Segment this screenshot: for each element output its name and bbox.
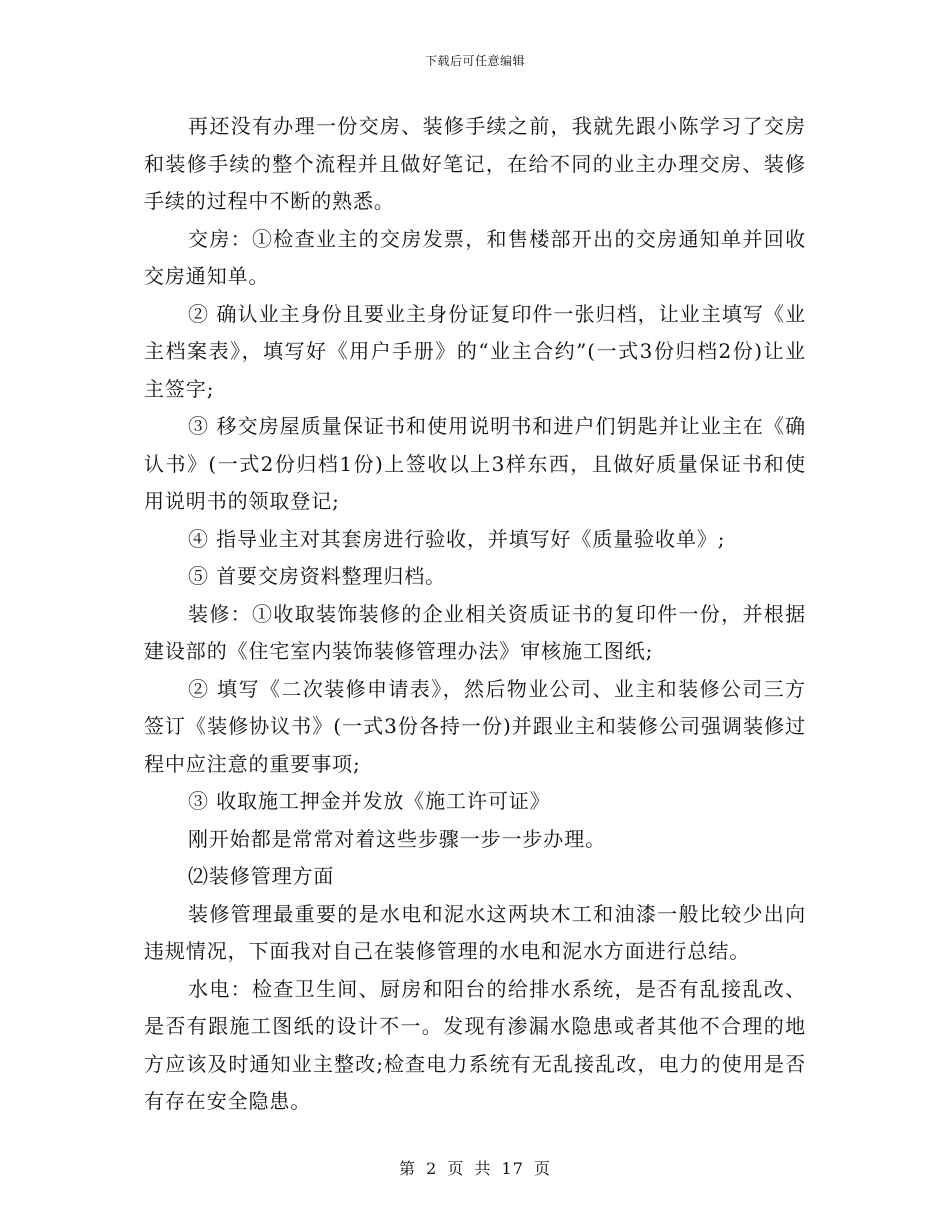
paragraph: ③ 收取施工押金并发放《施工许可证》 [188,789,551,813]
paragraph: 装修管理最重要的是水电和泥水这两块木工和油漆一般比较少出向违规情况，下面我对自己在装修管理的水电和泥水方面进行总结。 [144,901,806,963]
paragraph: 再还没有办理一份交房、装修手续之前，我就先跟小陈学习了交房和装修手续的整个流程并且做好笔记，在给不同的业主办理交房、装修手续的过程中不断的熟悉。 [144,114,806,213]
paragraph: 交房：①检查业主的交房发票，和售楼部开出的交房通知单并回收交房通知单。 [144,226,806,288]
paragraph: ⑤ 首要交房资料整理归档。 [188,564,447,588]
paragraph: 水电：检查卫生间、厨房和阳台的给排水系统，是否有乱接乱改、是否有跟施工图纸的设计不一。发现有渗漏水隐患或者其他不合理的地方应该及时通知业主整改;检查电力系统有无乱接乱改，电力的使用是否有存在安全隐患。 [144,976,806,1113]
document-body [144,108,806,1121]
paragraph: ④ 指导业主对其套房进行验收，并填写好《质量验收单》; [188,526,726,551]
paragraph: 刚开始都是常常对着这些步骤一步一步办理。 [188,826,606,851]
page-number: 第 2 页 共 17 页 [399,1159,551,1178]
paragraph: ③ 移交房屋质量保证书和使用说明书和进户们钥匙并让业主在《确认书》(一式2份归档1份)上签收以上3样东西，且做好质量保证书和使用说明书的领取登记; [144,414,806,513]
paragraph: 装修：①收取装饰装修的企业相关资质证书的复印件一份，并根据建设部的《住宅室内装饰装修管理办法》审核施工图纸; [144,601,806,663]
section-heading: ⑵装修管理方面 [188,864,335,888]
page-header-note: 下载后可任意编辑 [424,54,525,68]
paragraph: ② 确认业主身份且要业主身份证复印件一张归档，让业主填写《业主档案表》，填写好《用户手册》的“业主合约”(一式3份归档2份)让业主签字; [144,301,806,401]
paragraph: ② 填写《二次装修申请表》，然后物业公司、业主和装修公司三方签订《装修协议书》(一式3份各持一份)并跟业主和装修公司强调装修过程中应注意的重要事项; [144,676,806,776]
